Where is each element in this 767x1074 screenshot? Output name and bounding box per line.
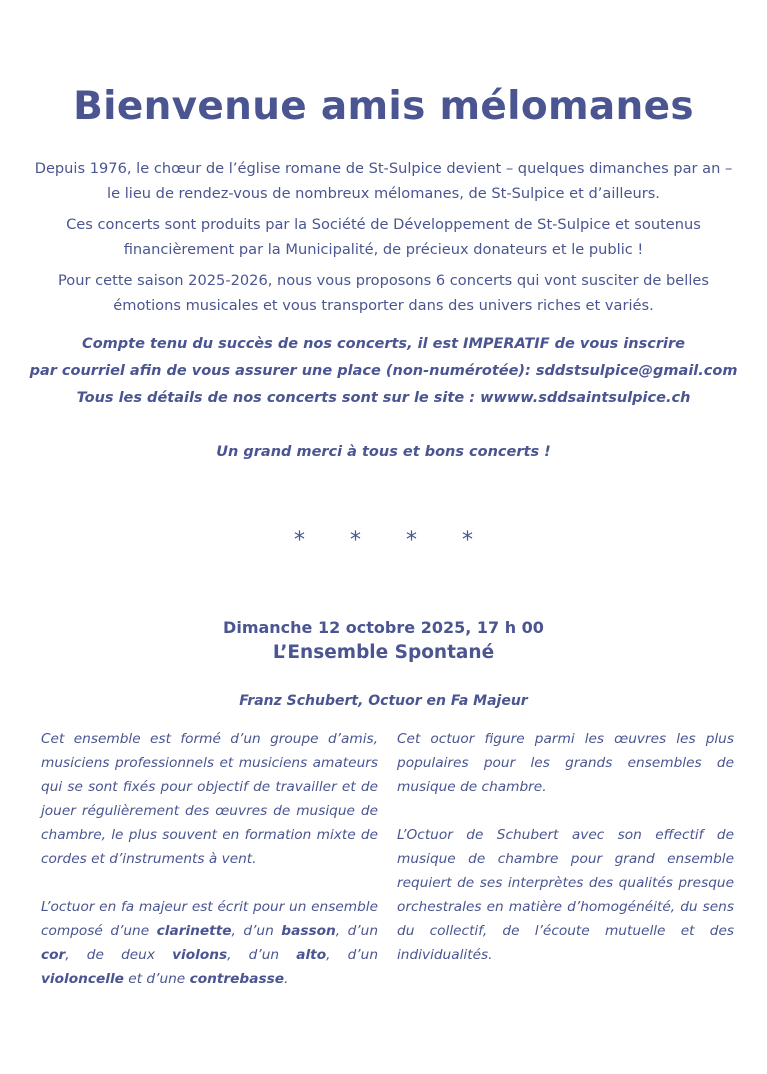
left-column [41, 727, 378, 1015]
instrument-violoncelle: violoncelle [41, 971, 124, 987]
sep: . [284, 971, 289, 987]
star-divider: * * * * [294, 528, 473, 553]
instrument-contrebasse: contrebasse [189, 971, 285, 987]
left-paragraph-2 [41, 895, 378, 991]
left-paragraph-1: Cet ensemble est formé d’un groupe d’amis, musiciens professionnels et musiciens amateurs qui se sont fixés pour objectif de travailler et de jouer régulièrement des œuvres de musique de chambre, le plus souvent en formation mixte de cordes et d’instruments à vent. [41, 731, 378, 867]
right-paragraph-2: L’Octuor de Schubert avec son effectif de musique de chambre pour grand ensemble requiert de ses interprètes des qualités presque orchestrales en matière d’homogénéité, du sens du collectif, de l’écoute mutuelle et des individualités. [397, 827, 734, 963]
instrument-basson: basson [281, 923, 336, 939]
sep: , d’un [227, 947, 297, 963]
intro-text [30, 156, 737, 324]
notice-line-3: Tous les détails de nos concerts sont sur le site : wwww.sddsaintsulpice.ch [76, 390, 691, 406]
intro-paragraph-3: Pour cette saison 2025-2026, nous vous proposons 6 concerts qui vont susciter de belles émotions musicales et vous transporter dans des univers riches et variés. [58, 272, 709, 314]
instrument-intro: L’octuor en fa majeur est écrit pour un ensemble composé d’une [41, 899, 378, 939]
right-column [397, 727, 734, 991]
sep: et d’une [123, 971, 190, 987]
instrument-alto: alto [296, 947, 327, 963]
instrument-clarinette: clarinette [156, 923, 232, 939]
right-paragraph-1: Cet octuor figure parmi les œuvres les plus populaires pour les grands ensembles de musique de chambre. [397, 731, 734, 795]
instrument-cor: cor [41, 947, 66, 963]
work-title: Franz Schubert, Octuor en Fa Majeur [239, 693, 528, 709]
thanks-line: Un grand merci à tous et bons concerts ! [216, 444, 551, 460]
notice-line-1: Compte tenu du succès de nos concerts, il est IMPERATIF de vous inscrire [82, 336, 685, 352]
instrument-violons: violons [172, 947, 228, 963]
ensemble-name: L’Ensemble Spontané [272, 642, 495, 663]
notice-line-2: par courriel afin de vous assurer une place (non-numérotée): sddstsulpice@gmail.com [29, 363, 738, 379]
sep: , d’un [335, 923, 378, 939]
sep: , d’un [231, 923, 282, 939]
sep: , de deux [65, 947, 173, 963]
registration-notice [20, 331, 747, 412]
intro-paragraph-1: Depuis 1976, le chœur de l’église romane de St-Sulpice devient – quelques dimanches par an – le lieu de rendez-vous de nombreux mélomanes, de St-Sulpice et d’ailleurs. [34, 160, 733, 202]
intro-paragraph-2: Ces concerts sont produits par la Société de Développement de St-Sulpice et soutenus financièrement par la Municipalité, de précieux donateurs et le public ! [66, 216, 701, 258]
sep: , d’un [326, 947, 378, 963]
concert-date: Dimanche 12 octobre 2025, 17 h 00 [223, 618, 544, 637]
page-title: Bienvenue amis mélomanes [73, 84, 694, 129]
